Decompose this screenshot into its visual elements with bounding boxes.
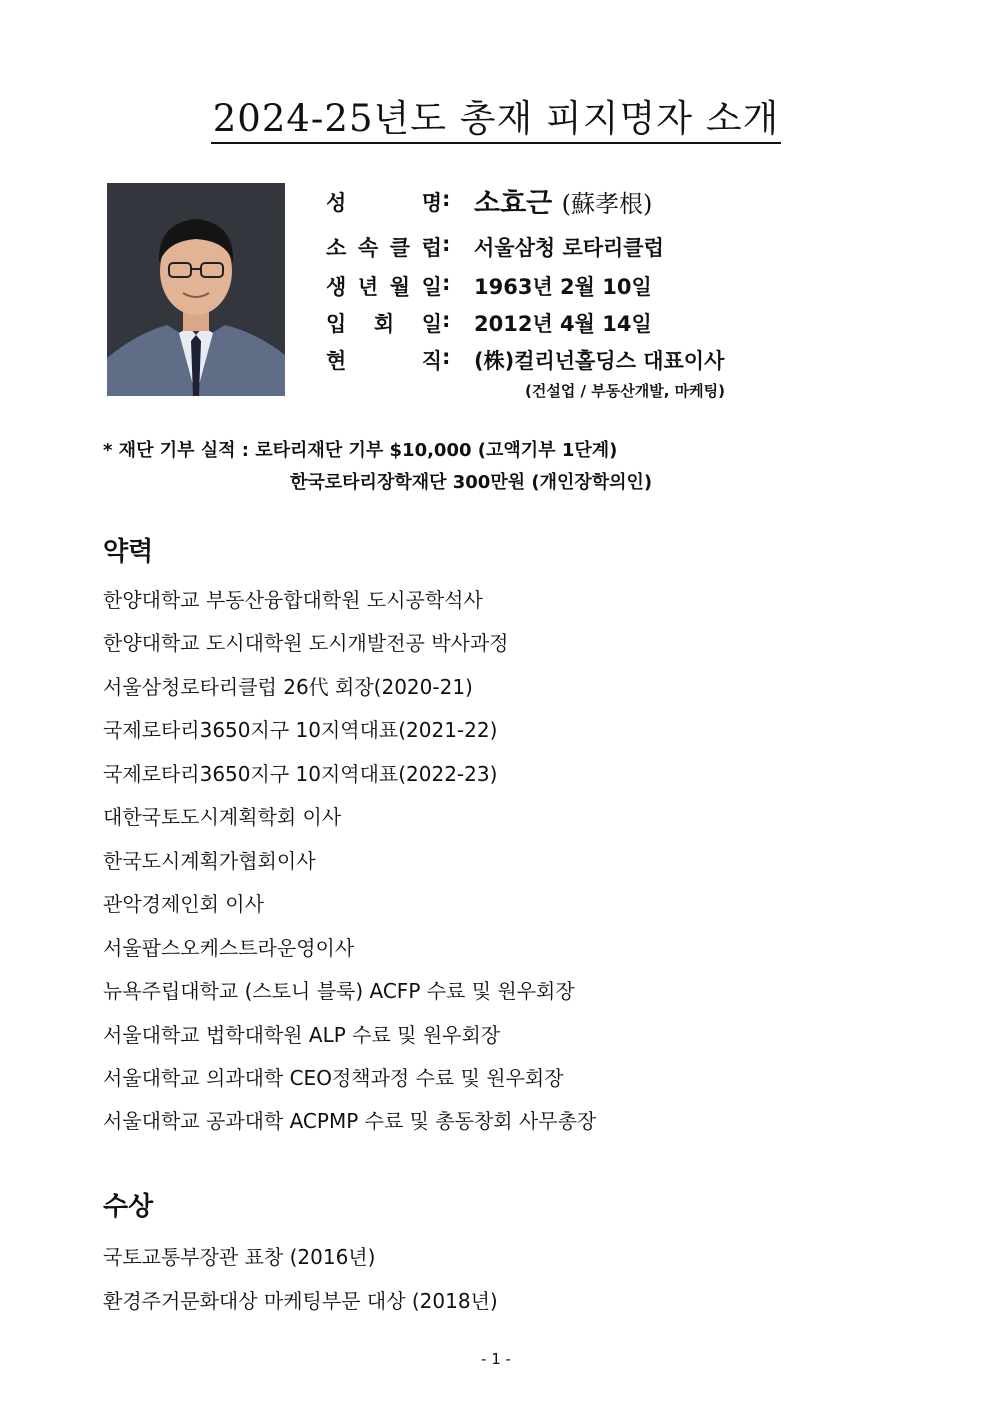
list-item: 서울대학교 공과대학 ACPMP 수료 및 총동창회 사무총장 <box>103 1109 597 1133</box>
profile-label: 생 년 월 일 <box>326 275 442 299</box>
awards-heading: 수상 <box>103 1192 154 1222</box>
list-item: 서울팝스오케스트라운영이사 <box>103 936 355 960</box>
profile-label: 현 직 <box>326 349 442 373</box>
list-item: 환경주거문화대상 마케팅부문 대상 (2018년) <box>103 1289 498 1313</box>
list-item: 관악경제인회 이사 <box>103 892 264 916</box>
list-item: 한양대학교 부동산융합대학원 도시공학석사 <box>103 588 483 612</box>
job-value: (株)컬리넌홀딩스 대표이사 <box>474 349 725 373</box>
profile-label: 성 명 <box>326 191 442 215</box>
list-item: 한양대학교 도시대학원 도시개발전공 박사과정 <box>103 631 509 655</box>
name-hanja: (蘇孝根) <box>561 190 653 218</box>
list-item: 국토교통부장관 표창 (2016년) <box>103 1245 376 1269</box>
profile-label: 소 속 클 럽 <box>326 236 442 260</box>
page-number: - 1 - <box>481 1350 511 1368</box>
donation-line-1: * 재단 기부 실적 : 로타리재단 기부 $10,000 (고액기부 1단계) <box>103 440 618 461</box>
list-item: 서울대학교 법학대학원 ALP 수료 및 원우회장 <box>103 1023 501 1047</box>
joined-value: 2012년 4월 14일 <box>474 312 652 336</box>
list-item: 국제로타리3650지구 10지역대표(2022-23) <box>103 762 498 786</box>
list-item: 서울대학교 의과대학 CEO정책과정 수료 및 원우회장 <box>103 1066 564 1090</box>
list-item: 서울삼청로타리클럽 26代 회장(2020-21) <box>103 675 473 699</box>
club-value: 서울삼청 로타리클럽 <box>474 236 664 260</box>
page-title: 2024-25년도 총재 피지명자 소개 <box>0 88 992 142</box>
career-heading: 약력 <box>103 537 154 567</box>
name-value: 소효근 <box>474 188 553 219</box>
list-item: 대한국토도시계획학회 이사 <box>103 805 342 829</box>
list-item: 국제로타리3650지구 10지역대표(2021-22) <box>103 718 498 742</box>
donation-line-2: 한국로타리장학재단 300만원 (개인장학의인) <box>290 472 653 493</box>
profile-label: 입 회 일 <box>326 312 442 336</box>
list-item: 한국도시계획가협회이사 <box>103 849 316 873</box>
job-note: (건설업 / 부동산개발, 마케팅) <box>525 382 725 400</box>
birth-value: 1963년 2월 10일 <box>474 275 652 299</box>
list-item: 뉴욕주립대학교 (스토니 블룩) ACFP 수료 및 원우회장 <box>103 979 575 1003</box>
portrait-photo <box>107 183 285 396</box>
